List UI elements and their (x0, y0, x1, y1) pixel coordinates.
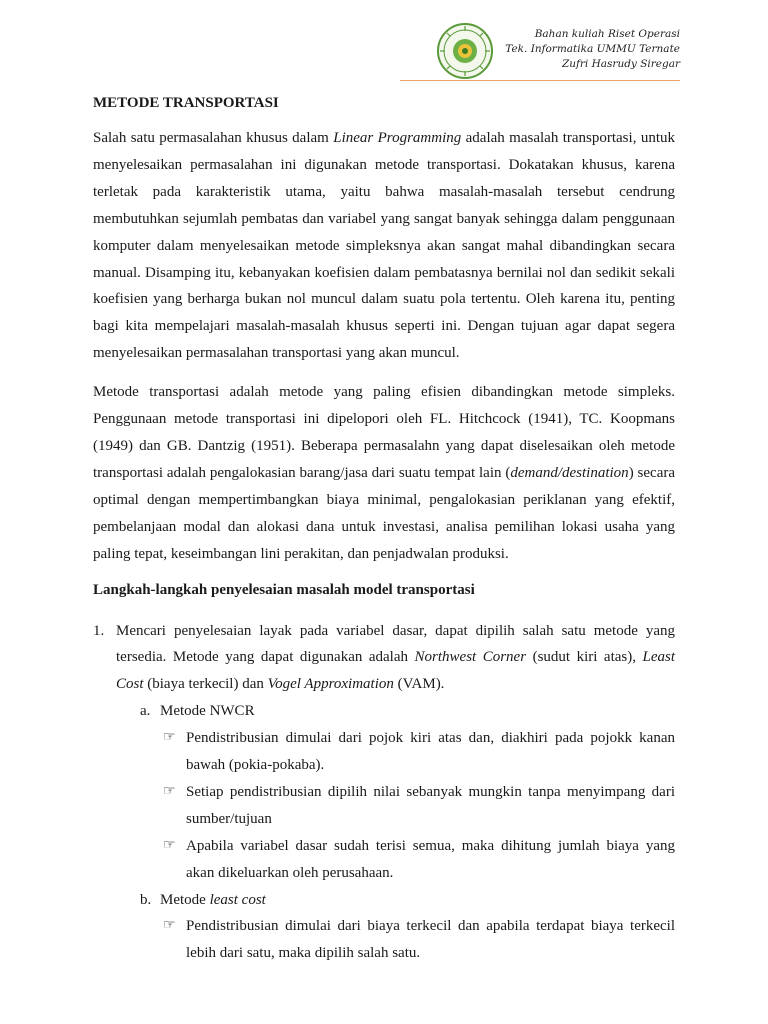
bullet-item: ☞ Pendistribusian dimulai dari biaya terkecil dan apabila terdapat biaya terkecil lebih dari satu, maka dipilih salah satu. (93, 913, 675, 967)
header-course: Bahan kuliah Riset Operasi (534, 28, 680, 40)
list-item-step-1: 1. Mencari penyelesaian layak pada variabel dasar, dapat dipilih salah satu metode yang tersedia. Metode yang dapat digunakan adalah Northwest Corner (sudut kiri atas), Least Cost (biaya terkecil) dan Vogel Approximation (VAM). (93, 618, 675, 699)
sub-item-least-cost: b. Metode least cost (93, 887, 675, 914)
sub-item-nwcr (93, 698, 675, 725)
pointing-hand-icon: ☞ (163, 783, 176, 799)
sub-letter: b. (140, 891, 152, 908)
header-divider (400, 80, 680, 81)
header-author: Zufri Hasrudy Siregar (561, 58, 680, 70)
section-heading: Langkah-langkah penyelesaian masalah model transportasi (93, 581, 475, 598)
pointing-hand-icon: ☞ (163, 730, 176, 746)
pointing-hand-icon: ☞ (163, 837, 176, 853)
header-text (505, 27, 680, 72)
history-paragraph: Metode transportasi adalah metode yang paling efisien dibandingkan metode simpleks. Penggunaan metode transportasi ini dipelopori oleh FL. Hitchcock (1941), TC. Koopmans (1949) dan GB. Dantzig (1951). Beberapa permasalahn yang dapat diselesaikan oleh metode transportasi adalah pengalokasian barang/jasa dari suatu tempat lain (demand/destination) secara optimal dengan mempertimbangkan biaya minimal, pengalokasian periklanan yang efektif, pembelanjaan modal dan alokasi dana untuk investasi, analisa pemilihan lokasi usaha yang paling tepat, keseimbangan lini perakitan, dan penjadwalan produksi. (93, 384, 676, 562)
pointing-hand-icon: ☞ (163, 918, 176, 934)
sub-item-label: Metode NWCR (160, 703, 255, 720)
bullet-item: ☞ Apabila variabel dasar sudah terisi semua, maka dihitung jumlah biaya yang akan dikeluarkan oleh perusahaan. (93, 833, 675, 887)
page-title: METODE TRANSPORTASI (93, 95, 279, 111)
intro-paragraph: Salah satu permasalahan khusus dalam Linear Programming adalah masalah transportasi, untuk menyelesaikan permasalahan ini digunakan metode transportasi. Dokatakan khusus, karena terletak pada karakteristik utama, yaitu bahwa masalah-masalah tersebut cendrung membutuhkan sejumlah pembatas dan variabel yang sangat banyak sehingga dalam penggunaan komputer dalam menyelesaikan metode simpleksnya akan sangat mahal dibandingkan secara manual. Disamping itu, kebanyakan koefisien dalam pembatasnya bernilai nol dan sedikit sekali koefisien yang berharga bukan nol muncul dalam suatu pola tertentu. Oleh karena itu, penting bagi kita mempelajari masalah-masalah khusus seperti ini. Dengan tujuan agar dapat segera menyelesaikan permasalahan transportasi yang akan muncul. (93, 130, 675, 362)
university-seal-icon (436, 22, 494, 80)
page-header (400, 22, 680, 82)
document-body (93, 93, 675, 967)
bullet-item: ☞ Pendistribusian dimulai dari pojok kiri atas dan, diakhiri pada pojokk kanan bawah (pokia-pokaba). (93, 725, 675, 779)
list-number: 1. (93, 622, 105, 639)
sub-letter: a. (140, 703, 151, 720)
bullet-item: ☞ Setiap pendistribusian dipilih nilai sebanyak mungkin tanpa menyimpang dari sumber/tujuan (93, 779, 675, 833)
header-department: Tek. Informatika UMMU Ternate (505, 43, 680, 55)
